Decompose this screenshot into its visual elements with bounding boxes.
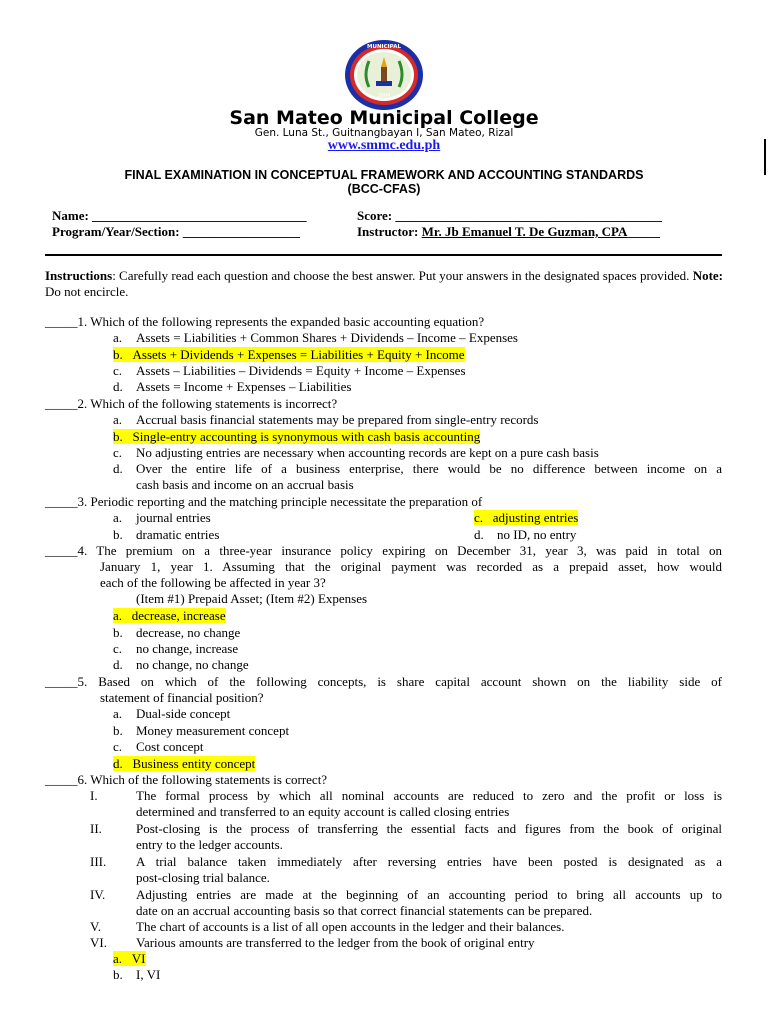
q2-c-letter: c.	[113, 445, 123, 460]
exam-title	[0, 168, 768, 196]
q2-answer-row	[113, 429, 480, 445]
q3-d-letter: d.	[474, 527, 484, 542]
q1-option-c: Assets – Liabilities – Dividends = Equity + Income – Expenses	[136, 363, 466, 378]
q5-option-a: Dual-side concept	[136, 706, 231, 721]
q4-option-a: decrease, increase	[131, 608, 226, 623]
q6-statement-ii-line2: entry to the ledger accounts.	[136, 837, 283, 852]
q6-roman-iv: IV.	[90, 887, 106, 902]
q3-option-d: no ID, no entry	[497, 527, 577, 542]
q4-stem-line3: each of the following be affected in year 3?	[100, 575, 326, 590]
q5-option-c: Cost concept	[136, 739, 204, 754]
svg-text:MUNICIPAL: MUNICIPAL	[367, 44, 401, 50]
q2-d-letter: d.	[113, 461, 123, 476]
instructor-value: Mr. Jb Emanuel T. De Guzman, CPA	[421, 224, 628, 239]
q6-roman-iii: III.	[90, 854, 107, 869]
q5-b-letter: b.	[113, 723, 123, 738]
q5-a-letter: a.	[113, 706, 123, 721]
college-website-link[interactable]: www.smmc.edu.ph	[327, 138, 441, 153]
q4-b-letter: b.	[113, 625, 123, 640]
q5-stem-line2: statement of financial position?	[100, 690, 264, 705]
q6-statement-iii-line1: A trial balance taken immediately after reversing entries have been posted is designated as a	[136, 854, 722, 869]
q6-statement-ii-line1: Post-closing is the process of transferring the essential facts and figures from the book of original	[136, 821, 722, 836]
q5-option-b: Money measurement concept	[136, 723, 290, 738]
q6-roman-v: V.	[90, 919, 101, 934]
q1-answer-row	[113, 347, 465, 363]
svg-text:2004: 2004	[377, 93, 391, 99]
q4-answer-row	[113, 608, 226, 624]
q3-stem: _____3. Periodic reporting and the matching principle necessitate the preparation of	[45, 494, 483, 509]
q3-c-letter: c.	[474, 510, 484, 525]
q6-statement-vi: Various amounts are transferred to the ledger from the book of original entry	[136, 935, 535, 950]
q2-option-c: No adjusting entries are necessary when accounting records are kept on a pure cash basis	[136, 445, 599, 460]
q6-statement-v: The chart of accounts is a list of all open accounts in the ledger and their balances.	[136, 919, 565, 934]
instructor-field	[357, 224, 660, 240]
q3-answer-row	[474, 510, 578, 526]
q3-option-c: adjusting entries	[492, 510, 579, 525]
q2-stem: _____2. Which of the following statements is incorrect?	[45, 396, 338, 411]
q1-d-letter: d.	[113, 379, 123, 394]
name-blank: _________________________________	[92, 208, 307, 223]
exam-title-line1: FINAL EXAMINATION IN CONCEPTUAL FRAMEWORK AND ACCOUNTING STANDARDS	[124, 168, 644, 182]
note-text: Do not encircle.	[45, 284, 129, 299]
score-field	[357, 208, 662, 224]
instructions	[45, 268, 725, 300]
q6-statement-iv-line2: date on an accrual accounting basis so that correct financial statements can be prepared.	[136, 903, 593, 918]
q1-a-letter: a.	[113, 330, 123, 345]
q1-stem: _____1. Which of the following represents the expanded basic accounting equation?	[45, 314, 485, 329]
score-blank: _________________________________________	[395, 208, 662, 223]
q4-c-letter: c.	[113, 641, 123, 656]
q6-b-letter: b.	[113, 967, 123, 982]
header-divider	[45, 254, 722, 256]
name-field	[52, 208, 307, 224]
q6-statement-i-line2: determined and transferred to an equity account is called closing entries	[136, 804, 510, 819]
q4-option-c: no change, increase	[136, 641, 239, 656]
q6-statement-iii-line2: post-closing trial balance.	[136, 870, 270, 885]
q6-statement-i-line1: The formal process by which all nominal accounts are reduced to zero and the profit or loss is	[136, 788, 722, 803]
instructions-text: : Carefully read each question and choose the best answer. Put your answers in the designated spaces provided.	[112, 268, 693, 283]
q1-option-a: Assets = Liabilities + Common Shares + Dividends – Income – Expenses	[136, 330, 518, 345]
name-label: Name:	[52, 208, 89, 223]
q5-d-letter: d.	[113, 756, 123, 771]
q5-stem-line1: _____5. Based on which of the following concepts, is share capital account shown on the liability side of	[45, 674, 722, 689]
exam-title-line2: (BCC-CFAS)	[347, 182, 421, 196]
program-label: Program/Year/Section:	[52, 224, 180, 239]
q4-stem-line2: January 1, year 1. Assuming that the original payment was recorded as a prepaid asset, how would	[100, 559, 722, 574]
q5-answer-row	[113, 756, 255, 772]
q3-option-a: journal entries	[136, 510, 211, 525]
q6-statement-iv-line1: Adjusting entries are made at the beginning of an accounting period to bring all accounts up to	[136, 887, 722, 902]
score-label: Score:	[357, 208, 393, 223]
q5-c-letter: c.	[113, 739, 123, 754]
q6-a-letter: a.	[113, 951, 123, 966]
q6-option-b: I, VI	[136, 967, 161, 982]
instructor-label: Instructor:	[357, 224, 419, 239]
q6-answer-row	[113, 951, 146, 967]
q6-roman-ii: II.	[90, 821, 102, 836]
q6-stem: _____6. Which of the following statements is correct?	[45, 772, 328, 787]
instructor-tail: _____	[627, 224, 660, 239]
q3-option-b: dramatic entries	[136, 527, 220, 542]
q6-roman-vi: VI.	[90, 935, 107, 950]
program-blank: __________________	[182, 224, 300, 239]
q4-d-letter: d.	[113, 657, 123, 672]
q2-option-b: Single-entry accounting is synonymous with cash basis accounting	[132, 429, 481, 444]
college-name: San Mateo Municipal College	[229, 107, 539, 129]
q2-option-a: Accrual basis financial statements may be prepared from single-entry records	[136, 412, 539, 427]
q2-a-letter: a.	[113, 412, 123, 427]
q1-b-letter: b.	[113, 347, 123, 362]
college-logo	[343, 39, 425, 111]
q4-option-b: decrease, no change	[136, 625, 241, 640]
q4-items: (Item #1) Prepaid Asset; (Item #2) Expenses	[136, 591, 368, 606]
program-field	[52, 224, 300, 240]
instructions-label: Instructions	[45, 268, 113, 283]
q1-c-letter: c.	[113, 363, 123, 378]
college-address: Gen. Luna St., Guitnangbayan I, San Mateo, Rizal	[254, 127, 514, 139]
q2-option-d-line1: Over the entire life of a business enterprise, there would be no difference between income on a	[136, 461, 722, 476]
q4-a-letter: a.	[113, 608, 123, 623]
note-label: Note:	[692, 268, 724, 283]
q5-option-d: Business entity concept	[132, 756, 256, 771]
q1-option-b: Assets + Dividends + Expenses = Liabilities + Equity + Income	[132, 347, 465, 362]
q6-roman-i: I.	[90, 788, 98, 803]
q3-a-letter: a.	[113, 510, 123, 525]
q4-stem-line1: _____4. The premium on a three-year insurance policy expiring on December 31, year 3, was paid in total on	[45, 543, 722, 558]
q2-b-letter: b.	[113, 429, 123, 444]
q1-option-d: Assets = Income + Expenses – Liabilities	[136, 379, 352, 394]
q2-option-d-line2: cash basis and income on an accrual basis	[136, 477, 354, 492]
q6-option-a: VI	[131, 951, 146, 966]
q4-option-d: no change, no change	[136, 657, 249, 672]
q3-b-letter: b.	[113, 527, 123, 542]
